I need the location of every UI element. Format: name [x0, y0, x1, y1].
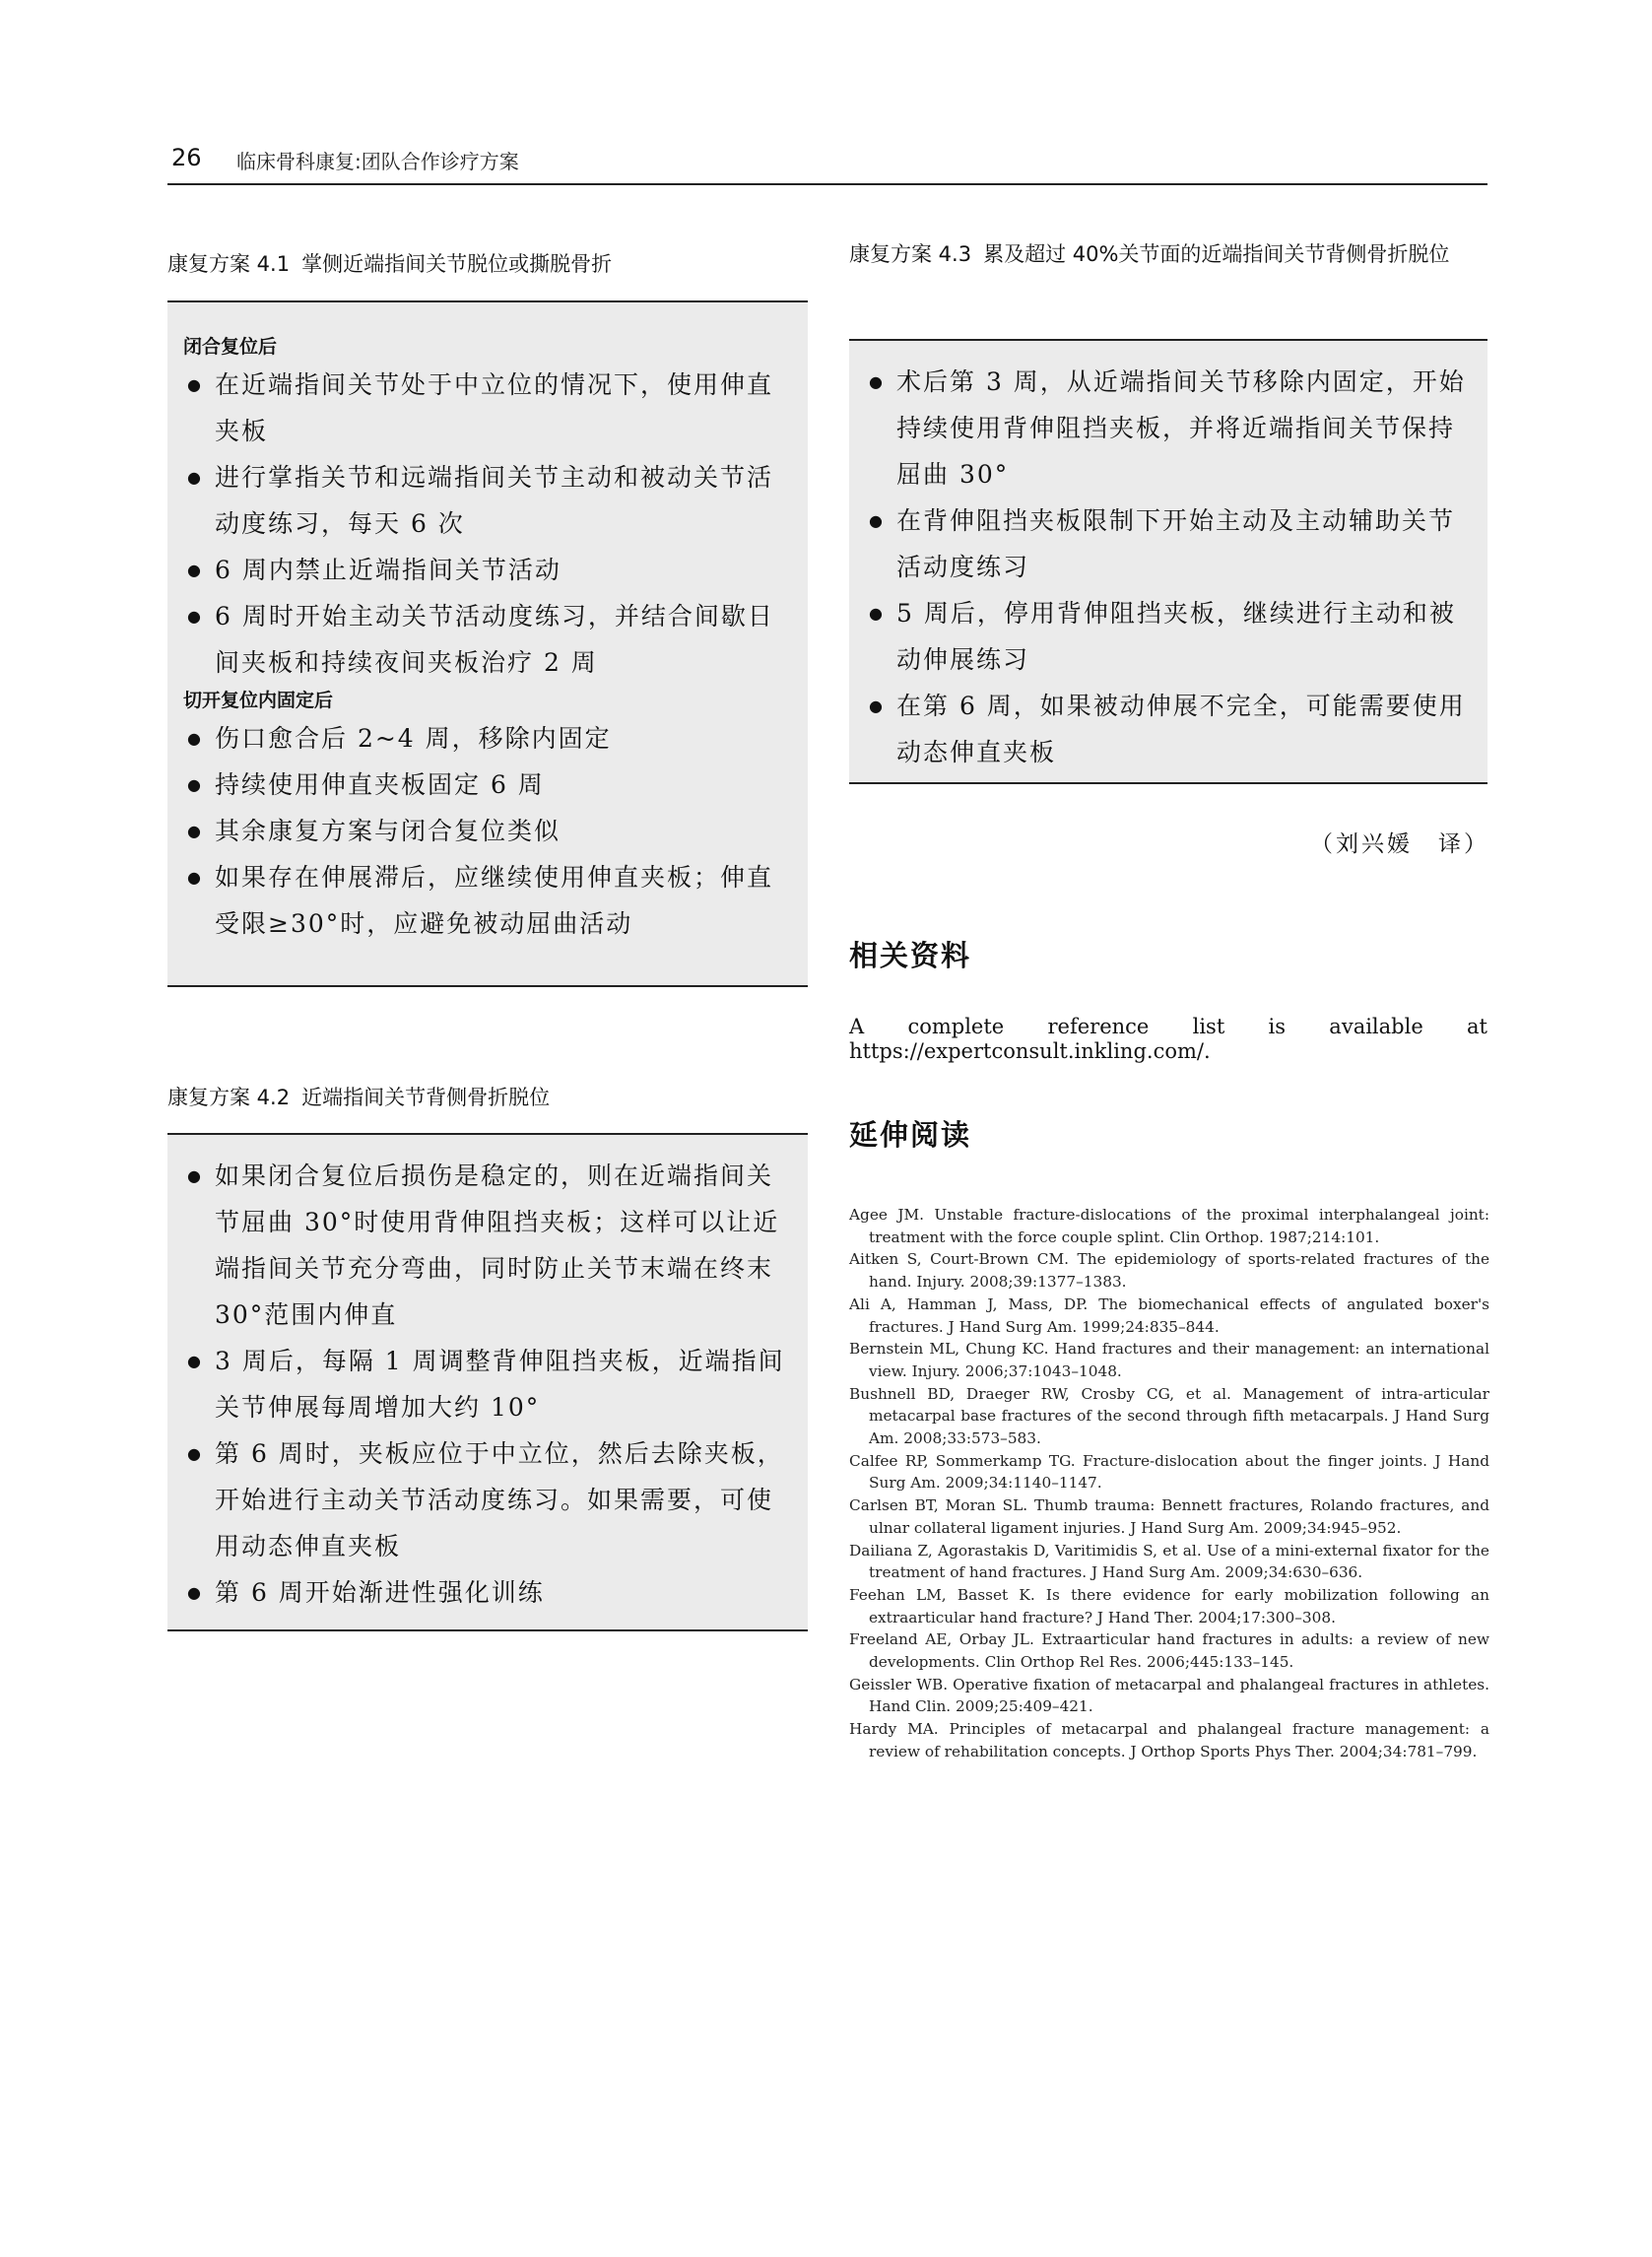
- protocol-number: 康复方案 4.3: [849, 242, 972, 266]
- protocol-4-2-box: [167, 1133, 808, 1631]
- protocol-4-1-title: [167, 248, 808, 281]
- protocol-title-text: 累及超过 40%关节面的近端指间关节背侧骨折脱位: [983, 242, 1450, 266]
- protocol-title-text: 掌侧近端指间关节脱位或撕脱骨折: [301, 252, 613, 276]
- protocol-4-3-list: [849, 359, 1487, 775]
- list-item: ● 其余康复方案与闭合复位类似: [167, 808, 808, 854]
- list-item: ● 6 周内禁止近端指间关节活动: [167, 547, 808, 593]
- list-item: ● 在第 6 周，如果被动伸展不完全，可能需要使用动态伸直夹板: [849, 683, 1487, 775]
- list-item: ● 持续使用伸直夹板固定 6 周: [167, 762, 808, 808]
- citation-item: Geissler WB. Operative fixation of metacarpal and phalangeal fractures in athletes. Hand Clin. 2009;25:409–421.: [849, 1675, 1489, 1716]
- citation-item: Bernstein ML, Chung KC. Hand fractures and their management: an international view. Injury. 2006;37:1043–1048.: [849, 1340, 1489, 1380]
- list-item: ● 在背伸阻挡夹板限制下开始主动及主动辅助关节活动度练习: [849, 498, 1487, 590]
- translator-credit: （刘兴媛 译）: [1310, 831, 1489, 857]
- citation-item: Dailiana Z, Agorastakis D, Varitimidis S, et al. Use of a mini-external fixator for the treatment of hand fractures. J Hand Surg Am. 2009;34:630–636.: [849, 1541, 1489, 1582]
- list-item: ● 如果存在伸展滞后，应继续使用伸直夹板；伸直受限≥30°时，应避免被动屈曲活动: [167, 854, 808, 947]
- protocol-title-text: 近端指间关节背侧骨折脱位: [301, 1086, 551, 1109]
- citation-item: Agee JM. Unstable fracture-dislocations of the proximal interphalangeal joint: treatment with the force couple splint. Clin Orthop. 1987;214:101.: [849, 1206, 1489, 1246]
- section-heading-closed-reduction: 闭合复位后: [183, 336, 278, 358]
- citation-item: Feehan LM, Basset K. Is there evidence for early mobilization following an extraarticular hand fracture? J Hand Ther. 2004;17:300–308.: [849, 1585, 1489, 1626]
- section-heading-orif: 切开复位内固定后: [183, 690, 334, 711]
- protocol-number: 康复方案 4.2: [167, 1086, 291, 1109]
- protocol-4-1-box: [167, 300, 808, 987]
- list-item: ● 5 周后，停用背伸阻挡夹板，继续进行主动和被动伸展练习: [849, 590, 1487, 683]
- list-item: ● 6 周时开始主动关节活动度练习，并结合间歇日间夹板和持续夜间夹板治疗 2 周: [167, 593, 808, 686]
- citation-item: Carlsen BT, Moran SL. Thumb trauma: Bennett fractures, Rolando fractures, and ulnar collateral ligament injuries. J Hand Surg Am. 2009;34:945–952.: [849, 1496, 1489, 1537]
- list-item: ● 第 6 周开始渐进性强化训练: [167, 1569, 808, 1616]
- further-reading-heading: 延伸阅读: [849, 1118, 972, 1152]
- list-item: ● 第 6 周时，夹板应位于中立位，然后去除夹板，开始进行主动关节活动度练习。如果需要，可使用动态伸直夹板: [167, 1430, 808, 1569]
- references-text: A complete reference list is available at https://expertconsult.inkling.com/.: [849, 1015, 1487, 1063]
- citation-item: Ali A, Hamman J, Mass, DP. The biomechanical effects of angulated boxer's fractures. J Hand Surg Am. 1999;24:835–844.: [849, 1294, 1489, 1336]
- citation-item: Bushnell BD, Draeger RW, Crosby CG, et al. Management of intra-articular metacarpal base fractures of the second through fifth metacarpals. J Hand Surg Am. 2008;33:573–583.: [849, 1384, 1489, 1448]
- orif-list: [167, 715, 808, 947]
- running-title: 临床骨科康复:团队合作诊疗方案: [236, 150, 519, 173]
- citation-item: Calfee RP, Sommerkamp TG. Fracture-dislocation about the finger joints. J Hand Surg Am. 2009;34:1140–1147.: [849, 1451, 1489, 1493]
- citation-item: Aitken S, Court-Brown CM. The epidemiology of sports-related fractures of the hand. Injury. 2008;39:1377–1383.: [849, 1250, 1489, 1292]
- list-item: ● 术后第 3 周，从近端指间关节移除内固定，开始持续使用背伸阻挡夹板，并将近端指间关节保持屈曲 30°: [849, 359, 1487, 498]
- list-item: ● 进行掌指关节和远端指间关节主动和被动关节活动度练习，每天 6 次: [167, 454, 808, 547]
- citation-item: Hardy MA. Principles of metacarpal and phalangeal fracture management: a review of rehabilitation concepts. J Orthop Sports Phys Ther. 2004;34:781–799.: [849, 1720, 1489, 1760]
- list-item: ● 伤口愈合后 2~4 周，移除内固定: [167, 715, 808, 762]
- references-heading: 相关资料: [849, 939, 972, 972]
- protocol-4-3-box: [849, 339, 1487, 784]
- protocol-4-2-list: [167, 1153, 808, 1616]
- further-reading-list: [849, 1204, 1489, 1763]
- protocol-number: 康复方案 4.1: [167, 252, 291, 276]
- citation-item: Freeland AE, Orbay JL. Extraarticular hand fractures in adults: a review of new developments. Clin Orthop Rel Res. 2006;445:133–145.: [849, 1630, 1489, 1672]
- closed-reduction-list: [167, 362, 808, 686]
- list-item: ● 3 周后，每隔 1 周调整背伸阻挡夹板，近端指间关节伸展每周增加大约 10°: [167, 1338, 808, 1430]
- page-number: 26: [171, 144, 202, 171]
- list-item: ● 如果闭合复位后损伤是稳定的，则在近端指间关节屈曲 30°时使用背伸阻挡夹板；这样可以让近端指间关节充分弯曲，同时防止关节末端在终末 30°范围内伸直: [167, 1153, 808, 1338]
- list-item: ● 在近端指间关节处于中立位的情况下，使用伸直夹板: [167, 362, 808, 454]
- protocol-4-3-title: [849, 238, 1487, 271]
- protocol-4-2-title: [167, 1082, 808, 1114]
- page-header: [167, 140, 1487, 185]
